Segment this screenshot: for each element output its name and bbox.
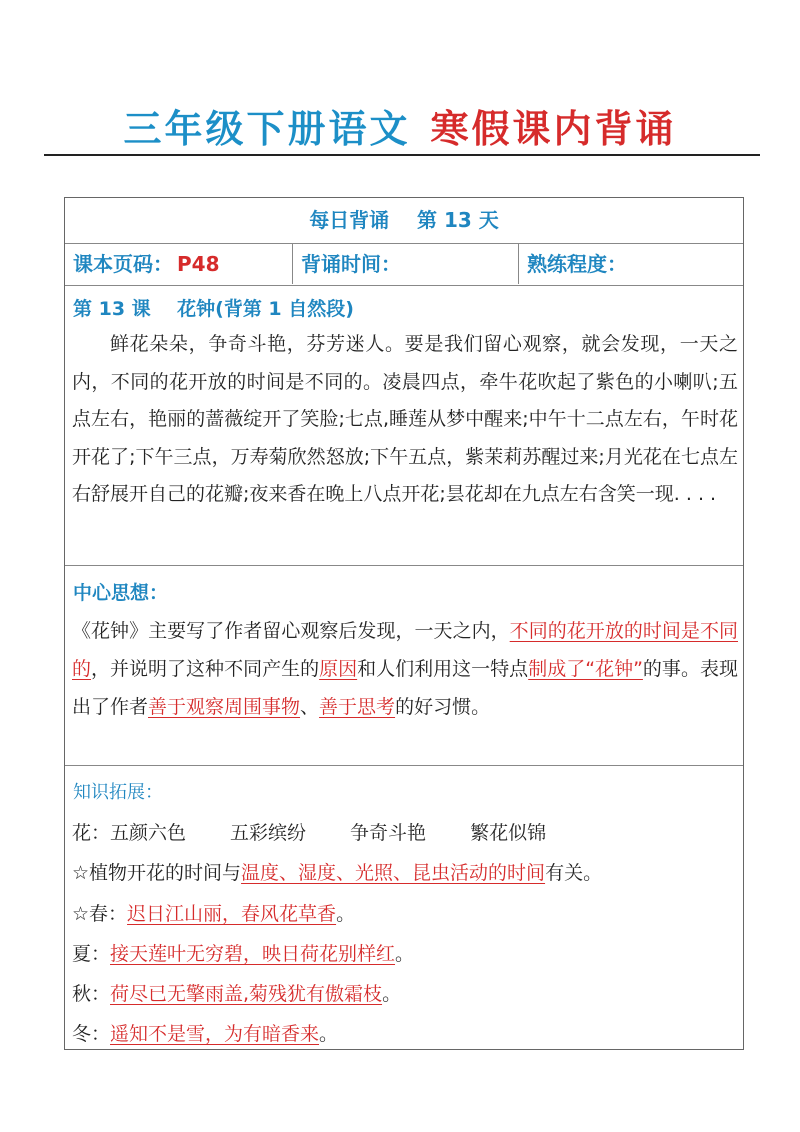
idea-part: 的事。表现出了作者 [72, 658, 738, 718]
extension-section [65, 766, 743, 1051]
time-label: 背诵时间： [301, 252, 401, 276]
title-divider [44, 154, 760, 156]
plant-highlight: 温度、湿度、光照、昆虫活动的时间 [241, 862, 546, 884]
season-poem: 迟日江山丽，春风花草香 [127, 903, 337, 925]
plant-prefix: ☆植物开花的时间与 [72, 862, 242, 884]
season-line-summer [72, 939, 414, 966]
passage-section [65, 286, 743, 566]
page-value: P48 [177, 252, 220, 276]
idea-highlight: 原因 [319, 658, 358, 680]
plant-suffix: 有关。 [545, 862, 603, 884]
main-idea-section [65, 566, 743, 766]
idea-highlight: 善于思考 [319, 696, 396, 718]
idea-part: 的好习惯。 [395, 696, 491, 718]
plant-fact-line [72, 858, 602, 885]
skill-cell [519, 244, 745, 284]
season-line-winter [72, 1019, 338, 1046]
idea-highlight: 制成了“花钟” [528, 658, 643, 680]
idiom: 争奇斗艳 [350, 822, 427, 844]
title-grade-subject: 三年级下册语文 [123, 107, 411, 151]
idiom: 繁花似锦 [470, 822, 547, 844]
idea-highlight: 善于观察周围事物 [148, 696, 301, 718]
page-title [0, 98, 800, 153]
season-end: 。 [319, 1023, 339, 1045]
page-cell [65, 244, 293, 284]
idea-part: 和人们利用这一特点 [357, 658, 529, 680]
page-label: 课本页码： [73, 252, 173, 276]
passage-text: 鲜花朵朵，争奇斗艳，芬芳迷人。要是我们留心观察，就会发现，一天之内，不同的花开放的时间是不同的。凌晨四点，牵牛花吹起了紫色的小喇叭;五点左右，艳丽的蔷薇绽开了笑脸;七点,睡莲从梦中醒来;中午十二点左右，午时花开花了;下午三点，万寿菊欣然怒放;下午五点，紫茉莉苏醒过来;月光花在七点左右舒展开自己的花瓣;夜来香在晚上八点开花;昙花却在九点左右含笑一现. . . . [72, 333, 738, 505]
season-poem: 接天莲叶无穷碧，映日荷花别样红 [110, 943, 396, 965]
idea-part: ，并说明了这种不同产生的 [91, 658, 320, 680]
recitation-card [64, 197, 744, 1050]
season-poem: 荷尽已无擎雨盖,菊残犹有傲霜枝 [110, 983, 383, 1005]
idiom: 五颜六色 [110, 822, 187, 844]
title-topic: 寒假课内背诵 [430, 107, 677, 151]
day-header [65, 198, 743, 244]
season-end: 。 [336, 903, 356, 925]
flower-idioms-line [72, 818, 546, 845]
extension-label: 知识拓展： [73, 782, 163, 803]
time-cell [293, 244, 519, 284]
season-prefix: ☆春： [72, 903, 128, 925]
idea-part: 、 [300, 696, 320, 718]
day-title: 每日背诵 第 13 天 [309, 208, 499, 232]
season-line-spring [72, 899, 355, 926]
lesson-title: 第 13 课 花钟(背第 1 自然段) [73, 298, 354, 320]
info-row [65, 244, 743, 286]
flower-prefix: 花： [72, 822, 111, 844]
idea-highlight: 不同的花开放的时间是不同的 [72, 620, 738, 680]
season-prefix: 夏： [72, 943, 111, 965]
main-idea-label: 中心思想： [73, 582, 169, 604]
main-idea-text [72, 612, 738, 726]
idea-part: 《花钟》主要写了作者留心观察后发现，一天之内， [72, 620, 510, 642]
skill-label: 熟练程度： [527, 252, 627, 276]
season-poem: 遥知不是雪，为有暗香来 [110, 1023, 320, 1045]
season-prefix: 冬： [72, 1023, 111, 1045]
idiom: 五彩缤纷 [230, 822, 307, 844]
season-prefix: 秋： [72, 983, 111, 1005]
season-end: 。 [395, 943, 415, 965]
season-end: 。 [382, 983, 402, 1005]
season-line-autumn [72, 979, 401, 1006]
